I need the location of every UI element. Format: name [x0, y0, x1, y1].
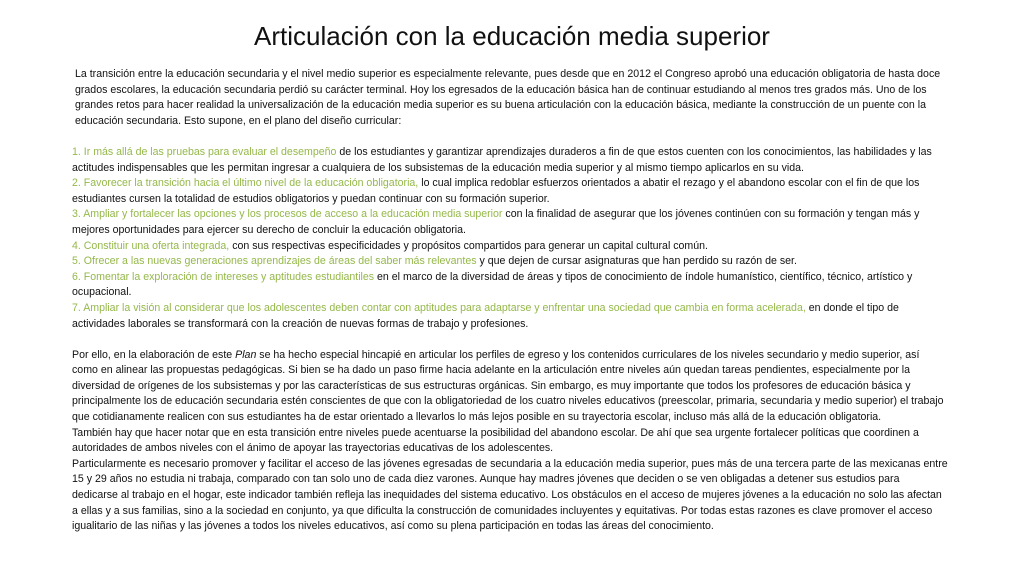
list-item: [72, 254, 948, 270]
list-item-text: con la finalidad de asegurar que los jóvenes continúen con su formación y tengan más y mejores oportunidades para ejercer su derecho de concluir la educación obligatoria.: [72, 208, 920, 236]
list-item: [72, 207, 948, 238]
list-item-text: en el marco de la diversidad de áreas y tipos de conocimiento de índole humanístico, científico, técnico, artístico y ocupacional.: [72, 270, 913, 299]
list-item-text: y que dejen de cursar asignaturas que han perdido su razón de ser.: [476, 255, 797, 268]
list-item: [72, 239, 948, 255]
closing-text: se ha hecho especial hincapié en articular los perfiles de egreso y los contenidos curriculares de los niveles secundario y medio superior, así como en alinear las propuestas pedagógicas. Si bien se ha dado un paso firme hacia adelante en la articulación entre niveles aún quedan tareas pendientes, especialmente por la diversidad de orígenes de los subsistemas y por las características de sus estructuras orgánicas. Sin embargo, es muy importante que todos los profesores de educación básica y principalmente los de educación secundaria estén conscientes de que con la obligatoriedad de los cuatro niveles educativos (preescolar, primaria, secundaria y medio superior) el trabajo que cotidianamente realicen con sus estudiantes ha de estar orientado a llevarlos lo más lejos posible en su trayectoria escolar, incluso más allá de la educación obligatoria.: [72, 348, 944, 424]
intro-paragraph: La transición entre la educación secundaria y el nivel medio superior es especialmente relevante, pues desde que en 2012 el Congreso aprobó una educación obligatoria de hasta doce grados escolares, la educación secundaria perdió su carácter terminal. Hoy los egresados de la educación básica han de continuar estudiando al menos tres grados más. Uno de los grandes retos para hacer realidad la universalización de la educación media superior es su buena articulación con la educación básica, mediante la construcción de un puente con la educación secundaria. Esto supone, en el plano del diseño curricular:: [75, 68, 941, 127]
paragraph-spacer: [72, 129, 948, 145]
list-item: [72, 270, 948, 301]
list-item-highlight: 3. Ampliar y fortalecer las opciones y los procesos de acceso a la educación media superior: [72, 208, 503, 221]
list-item-text: en donde el tipo de actividades laborales se transformará con la creación de nuevas formas de trabajo y profesiones.: [72, 301, 899, 330]
paragraph-spacer: [72, 332, 948, 348]
slide-body: [72, 67, 948, 535]
list-item-highlight: 7. Ampliar la visión al considerar que los adolescentes deben contar con aptitudes para adaptarse y enfrentar una sociedad que cambia en forma acelerada,: [72, 301, 806, 314]
page-title: Articulación con la educación media superior: [254, 21, 770, 51]
list-item: [72, 176, 948, 207]
closing-paragraph: Particularmente es necesario promover y facilitar el acceso de las jóvenes egresadas de secundaria a la educación media superior, pues más de una tercera parte de las mexicanas entre 15 y 29 años no estudia ni trabaja, comparado con tan solo uno de cada diez varones. Aunque hay madres jóvenes que deciden o se ven obligadas a detener sus estudios para dedicarse al trabajo en el hogar, este indicador también refleja las inequidades del sistema educativo. Los obstáculos en el acceso de mujeres jóvenes a la educación no solo las afectan a ellas y a sus familias, sino a la sociedad en conjunto, ya que dificulta la construcción de comunidades incluyentes y equitativas. Por todas estas razones es clave promover el acceso igualitario de las niñas y las jóvenes a todos los niveles educativos, así como su plena participación en todas las áreas del conocimiento.: [72, 457, 948, 533]
closing-paragraph: También hay que hacer notar que en esta transición entre niveles puede acentuarse la posibilidad del abandono escolar. De ahí que sea urgente fortalecer políticas que coordinen a autoridades de ambos niveles con el ánimo de apoyar las trayectorias educativas de los adolescentes.: [72, 426, 919, 455]
list-item: [72, 301, 948, 332]
list-item-text: lo cual implica redoblar esfuerzos orientados a abatir el rezago y el abandono escolar con el fin de que los estudiantes cursen la totalidad de estudios obligatorios y puedan continuar con su formación superior.: [72, 177, 920, 205]
closing-text: Por ello, en la elaboración de este: [72, 348, 236, 361]
list-item-highlight: 5. Ofrecer a las nuevas generaciones aprendizajes de áreas del saber más relevantes: [72, 255, 477, 268]
list-item: [72, 145, 948, 176]
closing-emphasis: Plan: [235, 348, 257, 361]
closing-paragraph: [72, 348, 948, 426]
list-item-highlight: 2. Favorecer la transición hacia el último nivel de la educación obligatoria,: [72, 177, 419, 190]
list-item-text: de los estudiantes y garantizar aprendizajes duraderos a fin de que estos cuenten con los conocimientos, las habilidades y las actitudes indispensables que les permitan ingresar a cualquiera de los subsistemas de la educación media superior y al mismo tiempo aplicarlos en su vida.: [72, 145, 932, 174]
list-item-highlight: 1. Ir más allá de las pruebas para evaluar el desempeño: [72, 145, 337, 158]
list-item-text: con sus respectivas especificidades y propósitos compartidos para generar un capital cultural común.: [229, 239, 708, 252]
list-item-highlight: 4. Constituir una oferta integrada,: [72, 239, 230, 252]
list-item-highlight: 6. Fomentar la exploración de intereses y aptitudes estudiantiles: [72, 270, 375, 283]
